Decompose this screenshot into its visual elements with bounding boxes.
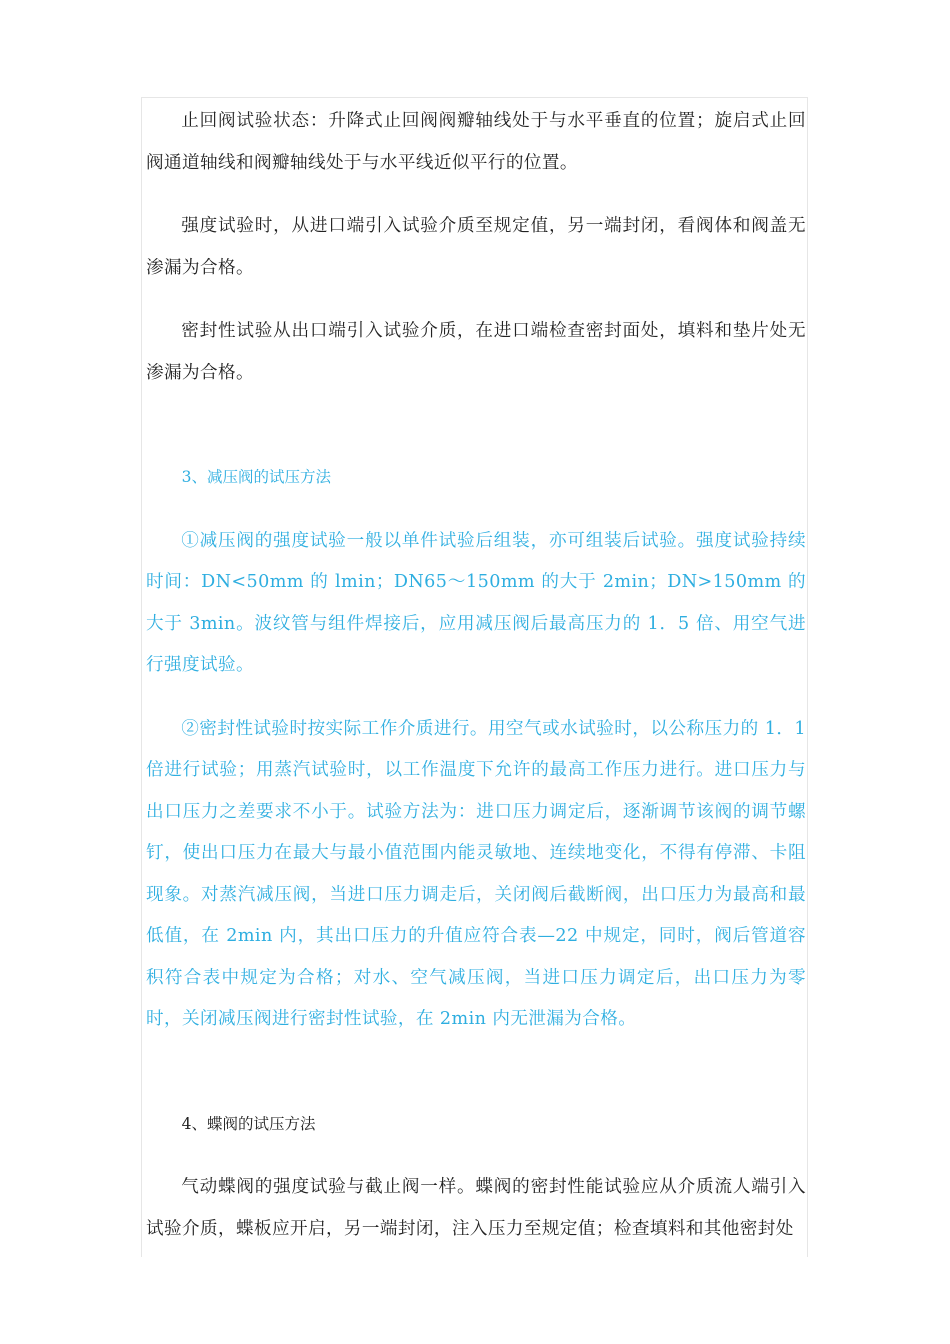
check-valve-seal-test-paragraph: 密封性试验从出口端引入试验介质，在进口端检查密封面处，填料和垫片处无渗漏为合格。 xyxy=(146,321,806,383)
butterfly-valve-test-paragraph: 气动蝶阀的强度试验与截止阀一样。蝶阀的密封性能试验应从介质流人端引入试验介质，蝶板应开启，另一端封闭，注入压力至规定值；检查填料和其他密封处 xyxy=(146,1177,806,1239)
check-valve-test-state-paragraph: 止回阀试验状态：升降式止回阀阀瓣轴线处于与水平垂直的位置；旋启式止回阀通道轴线和阀瓣轴线处于与水平线近似平行的位置。 xyxy=(146,111,806,173)
reducing-valve-heading: 3、减压阀的试压方法 xyxy=(181,468,332,486)
document-content xyxy=(146,98,806,1250)
document-page-frame xyxy=(141,97,808,1257)
reducing-valve-seal-paragraph: ②密封性试验时按实际工作介质进行。用空气或水试验时，以公称压力的 1．1 倍进行试验；用蒸汽试验时，以工作温度下允许的最高工作压力进行。进口压力与出口压力之差要求不小于。试验方法为：进口压力调定后，逐渐调节该阀的调节螺钉，使出口压力在最大与最小值范围内能灵敏地、连续地变化，不得有停滞、卡阻现象。对蒸汽减压阀，当进口压力调走后，关闭阀后截断阀，出口压力为最高和最低值，在 2min 内，其出口压力的升值应符合表—22 中规定，同时，阀后管道容积符合表中规定为合格；对水、空气减压阀，当进口压力调定后，出口压力为零时，关闭减压阀进行密封性试验，在 2min 内无泄漏为合格。 xyxy=(146,718,806,1029)
reducing-valve-strength-paragraph: ①减压阀的强度试验一般以单件试验后组装，亦可组装后试验。强度试验持续时间：DN<50mm 的 lmin；DN65～150mm 的大于 2min；DN>150mm 的大于 3min。波纹管与组件焊接后，应用减压阀后最高压力的 1．5 倍、用空气进行强度试验。 xyxy=(146,530,806,675)
butterfly-valve-heading: 4、蝶阀的试压方法 xyxy=(181,1114,316,1133)
check-valve-strength-test-paragraph: 强度试验时，从进口端引入试验介质至规定值，另一端封闭，看阀体和阀盖无渗漏为合格。 xyxy=(146,216,806,278)
